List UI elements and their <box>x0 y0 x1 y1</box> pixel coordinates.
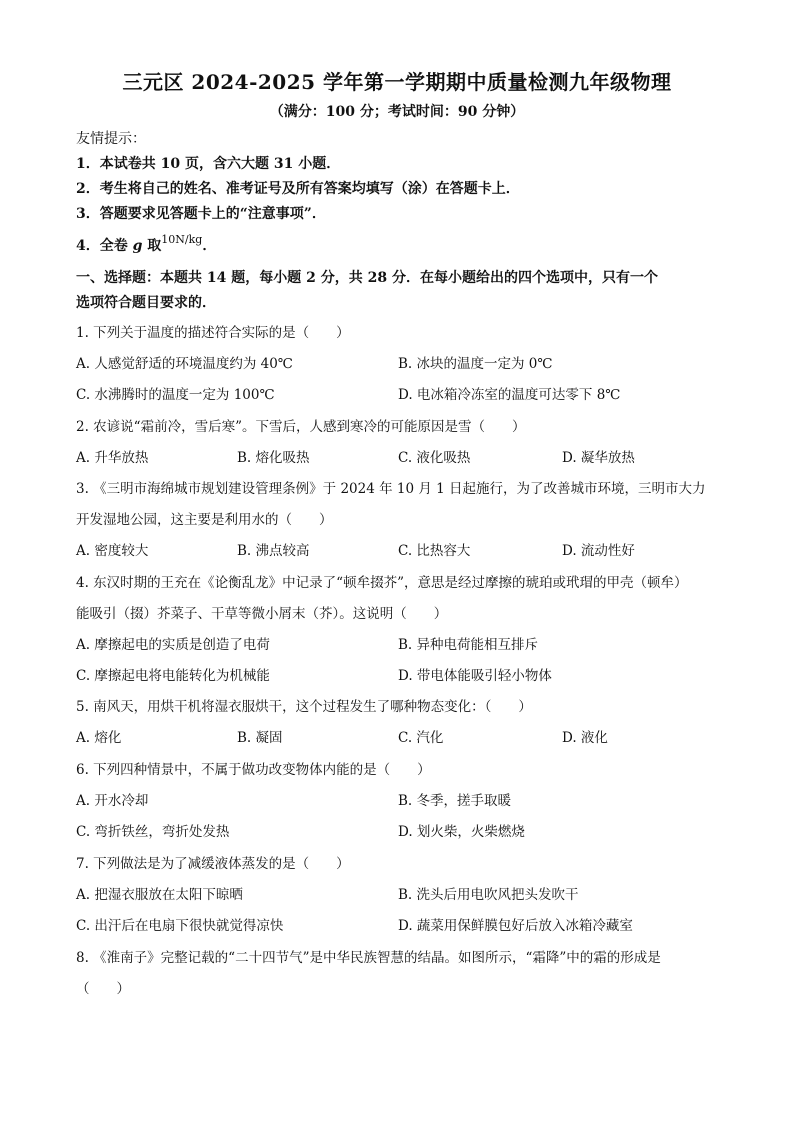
question-4-stem-line2: 能吸引（掇）芥菜子、干草等微小屑末（芥）。这说明（ ） <box>76 606 448 622</box>
tip-item-2: 2．考生将自己的姓名、准考证号及所有答案均填写（涂）在答题卡上． <box>76 181 520 197</box>
question-2-option-a: A. 升华放热 <box>76 450 149 466</box>
question-7-option-c: C. 出汗后在电扇下很快就觉得凉快 <box>76 918 284 934</box>
question-5-option-a: A. 熔化 <box>76 730 122 746</box>
tips-heading: 友情提示： <box>76 131 146 147</box>
question-3-stem-line2: 开发湿地公园，这主要是利用水的（ ） <box>76 512 333 528</box>
exam-subtitle: （满分：100 分；考试时间：90 分钟） <box>269 104 525 120</box>
question-6-option-d: D. 划火柴，火柴燃烧 <box>398 824 525 840</box>
question-7-stem: 7. 下列做法是为了减缓液体蒸发的是（ ） <box>76 856 350 872</box>
question-1-option-b: B. 冰块的温度一定为 0℃ <box>398 356 553 372</box>
tip-item-4-mid: 取 <box>142 238 162 254</box>
question-5-option-b: B. 凝固 <box>237 730 283 746</box>
question-2-option-b: B. 熔化吸热 <box>237 450 310 466</box>
question-4-stem-line1: 4. 东汉时期的王充在《论衡乱龙》中记录了“顿牟掇芥”，意思是经过摩擦的琥珀或玳瑁的甲壳（顿牟） <box>76 575 688 591</box>
question-1-option-a: A. 人感觉舒适的环境温度约为 40℃ <box>76 356 293 372</box>
question-4-option-c: C. 摩擦起电将电能转化为机械能 <box>76 668 270 684</box>
tip-item-4-prefix: 4．全卷 <box>76 238 133 254</box>
question-6-option-a: A. 开水冷却 <box>76 793 149 809</box>
tip-item-4 <box>76 235 216 255</box>
question-2-option-c: C. 液化吸热 <box>398 450 471 466</box>
question-3-option-d: D. 流动性好 <box>562 543 635 559</box>
question-7-option-a: A. 把湿衣服放在太阳下晾晒 <box>76 887 243 903</box>
question-3-option-b: B. 沸点较高 <box>237 543 310 559</box>
question-1-stem: 1. 下列关于温度的描述符合实际的是（ ） <box>76 325 350 341</box>
question-8-stem-line1: 8. 《淮南子》完整记载的“二十四节气”是中华民族智慧的结晶。如图所示，“霜降”中的霜的形成是 <box>76 950 661 966</box>
question-7-option-b: B. 洗头后用电吹风把头发吹干 <box>398 887 579 903</box>
question-4-option-b: B. 异种电荷能相互排斥 <box>398 637 539 653</box>
tip-item-4-end: ． <box>202 238 217 254</box>
question-6-option-b: B. 冬季，搓手取暖 <box>398 793 512 809</box>
question-2-option-d: D. 凝华放热 <box>562 450 635 466</box>
question-5-option-d: D. 液化 <box>562 730 608 746</box>
question-3-option-a: A. 密度较大 <box>76 543 149 559</box>
tip-item-4-g: g <box>132 238 143 254</box>
question-5-option-c: C. 汽化 <box>398 730 444 746</box>
section1-heading-line2: 选项符合题目要求的． <box>76 295 216 311</box>
tip-item-1: 1．本试卷共 10 页，含六大题 31 小题． <box>76 156 341 172</box>
question-1-option-c: C. 水沸腾时的温度一定为 100℃ <box>76 387 275 403</box>
question-6-option-c: C. 弯折铁丝，弯折处发热 <box>76 824 230 840</box>
question-3-option-c: C. 比热容大 <box>398 543 471 559</box>
question-1-option-d: D. 电冰箱冷冻室的温度可达零下 8℃ <box>398 387 621 403</box>
question-4-option-d: D. 带电体能吸引轻小物体 <box>398 668 552 684</box>
question-3-stem-line1: 3. 《三明市海绵城市规划建设管理条例》于 2024 年 10 月 1 日起施行，为了改善城市环境，三明市大力 <box>76 481 706 497</box>
tip-item-4-value: 10N/kg <box>161 233 203 246</box>
question-2-stem: 2. 农谚说“霜前冷，雪后寒”。下雪后，人感到寒冷的可能原因是雪（ ） <box>76 419 526 435</box>
question-5-stem: 5. 南风天，用烘干机将湿衣服烘干，这个过程发生了哪种物态变化：（ ） <box>76 699 532 715</box>
question-4-option-a: A. 摩擦起电的实质是创造了电荷 <box>76 637 270 653</box>
question-6-stem: 6. 下列四种情景中，不属于做功改变物体内能的是（ ） <box>76 762 431 778</box>
tip-item-3: 3．答题要求见答题卡上的“注意事项”． <box>76 206 326 222</box>
question-7-option-d: D. 蔬菜用保鲜膜包好后放入冰箱冷藏室 <box>398 918 633 934</box>
question-8-stem-line2: （ ） <box>76 981 130 997</box>
section1-heading-line1: 一、选择题：本题共 14 题，每小题 2 分，共 28 分．在每小题给出的四个选项中，只有一个 <box>76 270 658 286</box>
exam-title: 三元区 2024-2025 学年第一学期期中质量检测九年级物理 <box>122 70 672 94</box>
